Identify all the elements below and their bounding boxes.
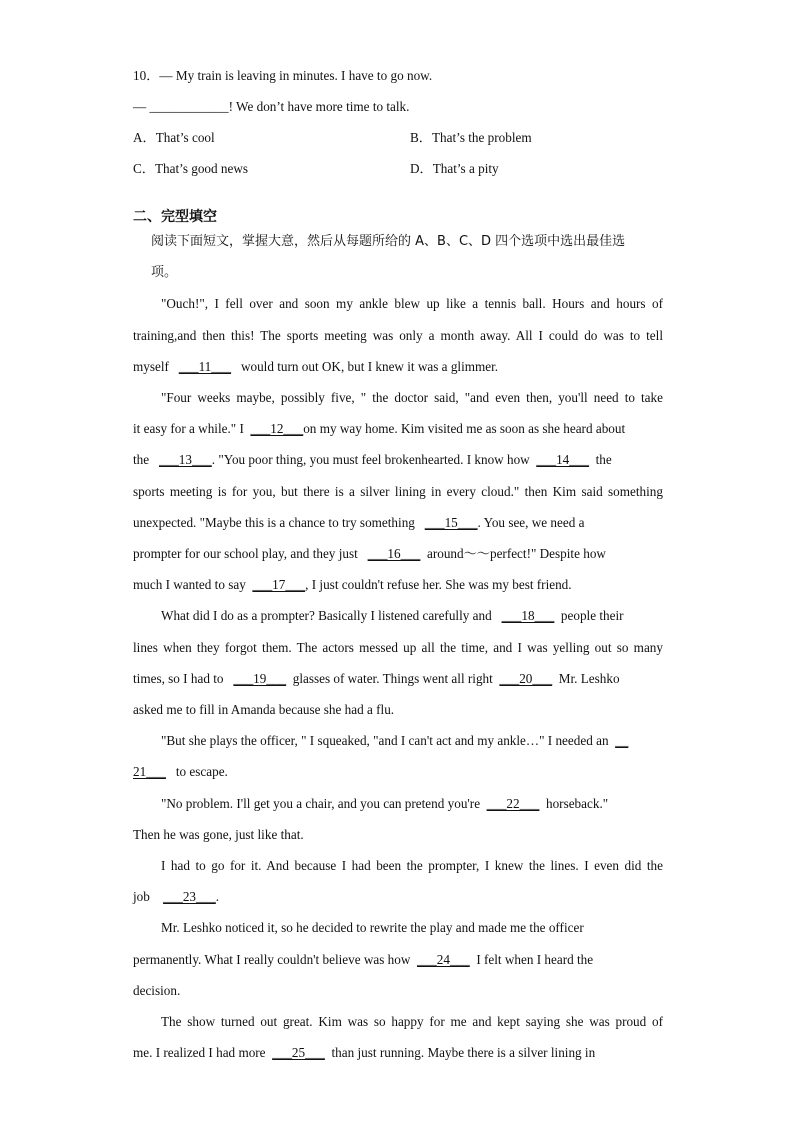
blank-24[interactable]: ___24___ [416, 952, 470, 967]
passage-line: permanently. What I really couldn't believe was how ___24___ I felt when I heard the [133, 950, 663, 970]
option-a[interactable]: A．That’s cool [133, 130, 215, 145]
blank-13[interactable]: ___13___ [159, 452, 212, 467]
passage-line: Mr. Leshko noticed it, so he decided to rewrite the play and made me the officer [161, 920, 584, 935]
blank-11[interactable]: ___11___ [178, 359, 232, 374]
passage-line: "No problem. I'll get you a chair, and you can pretend you're ___22___ horseback." [161, 794, 663, 814]
passage-line: me. I realized I had more ___25___ than just running. Maybe there is a silver lining in [133, 1043, 663, 1063]
passage-line: Then he was gone, just like that. [133, 827, 304, 842]
section-instruction: 阅读下面短文，掌握大意，然后从每题所给的 A、B、C、D 四个选项中选出最佳选 [151, 234, 626, 249]
passage-line: prompter for our school play, and they just ___16___ around～～perfect!" Despite how [133, 544, 663, 564]
blank-15[interactable]: ___15___ [424, 515, 478, 530]
passage-line: 21___ to escape. [133, 762, 663, 782]
option-d[interactable]: D．That’s a pity [410, 161, 499, 176]
passage-line: "But she plays the officer, " I squeaked, "and I can't act and my ankle…" I needed an __ [161, 731, 663, 751]
passage-line: job ___23___. [133, 887, 663, 907]
blank-25[interactable]: ___25___ [272, 1045, 325, 1060]
passage-line: "Ouch!", I fell over and soon my ankle blew up like a tennis ball. Hours and hours of [161, 296, 663, 311]
question-10-prompt: 10．— My train is leaving in minutes. I have to go now. [133, 68, 433, 83]
blank-23[interactable]: ___23___ [163, 889, 216, 904]
passage-line: decision. [133, 983, 181, 998]
blank-21[interactable]: __ [615, 733, 629, 748]
question-10-reply: — ____________! We don’t have more time to talk. [133, 99, 410, 114]
passage-line: training,and then this! The sports meeting was only a month away. All I could do was to tell [133, 328, 663, 343]
blank-18[interactable]: ___18___ [501, 608, 555, 623]
option-c[interactable]: C．That’s good news [133, 161, 249, 176]
passage-line: What did I do as a prompter? Basically I listened carefully and ___18___ people their [161, 606, 663, 626]
passage-line: myself ___11___ would turn out OK, but I knew it was a glimmer. [133, 357, 663, 377]
blank-20[interactable]: ___20___ [499, 671, 553, 686]
passage-line: I had to go for it. And because I had been the prompter, I knew the lines. I even did the [161, 858, 663, 873]
option-b[interactable]: B．That’s the problem [410, 130, 532, 145]
passage-line: it easy for a while." I ___12___on my way home. Kim visited me as soon as she heard about [133, 419, 663, 439]
blank-16[interactable]: ___16___ [367, 546, 421, 561]
passage-line: "Four weeks maybe, possibly five, " the doctor said, "and even then, you'll need to take [161, 390, 663, 405]
blank-17[interactable]: ___17___ [252, 577, 306, 592]
passage-line: unexpected. "Maybe this is a chance to try something ___15___. You see, we need a [133, 513, 663, 533]
passage-line: lines when they forgot them. The actors messed up all the time, and I was yelling out so many [133, 640, 663, 655]
blank-12[interactable]: ___12___ [250, 421, 304, 436]
blank-14[interactable]: ___14___ [536, 452, 590, 467]
blank-21-cont[interactable]: 21___ [133, 764, 166, 779]
passage-line: sports meeting is for you, but there is a silver lining in every cloud." then Kim said something [133, 484, 663, 499]
section-instruction-cont: 项。 [151, 265, 178, 280]
passage-line: The show turned out great. Kim was so happy for me and kept saying she was proud of [161, 1014, 663, 1029]
section-title: 二、完型填空 [133, 209, 217, 225]
passage-line: the ___13___. "You poor thing, you must feel brokenhearted. I know how ___14___ the [133, 450, 663, 470]
passage-line: times, so I had to ___19___ glasses of water. Things went all right ___20___ Mr. Leshko [133, 669, 663, 689]
passage-line: asked me to fill in Amanda because she had a flu. [133, 702, 395, 717]
blank-22[interactable]: ___22___ [486, 796, 540, 811]
blank-19[interactable]: ___19___ [233, 671, 287, 686]
passage-line: much I wanted to say ___17___, I just couldn't refuse her. She was my best friend. [133, 575, 663, 595]
